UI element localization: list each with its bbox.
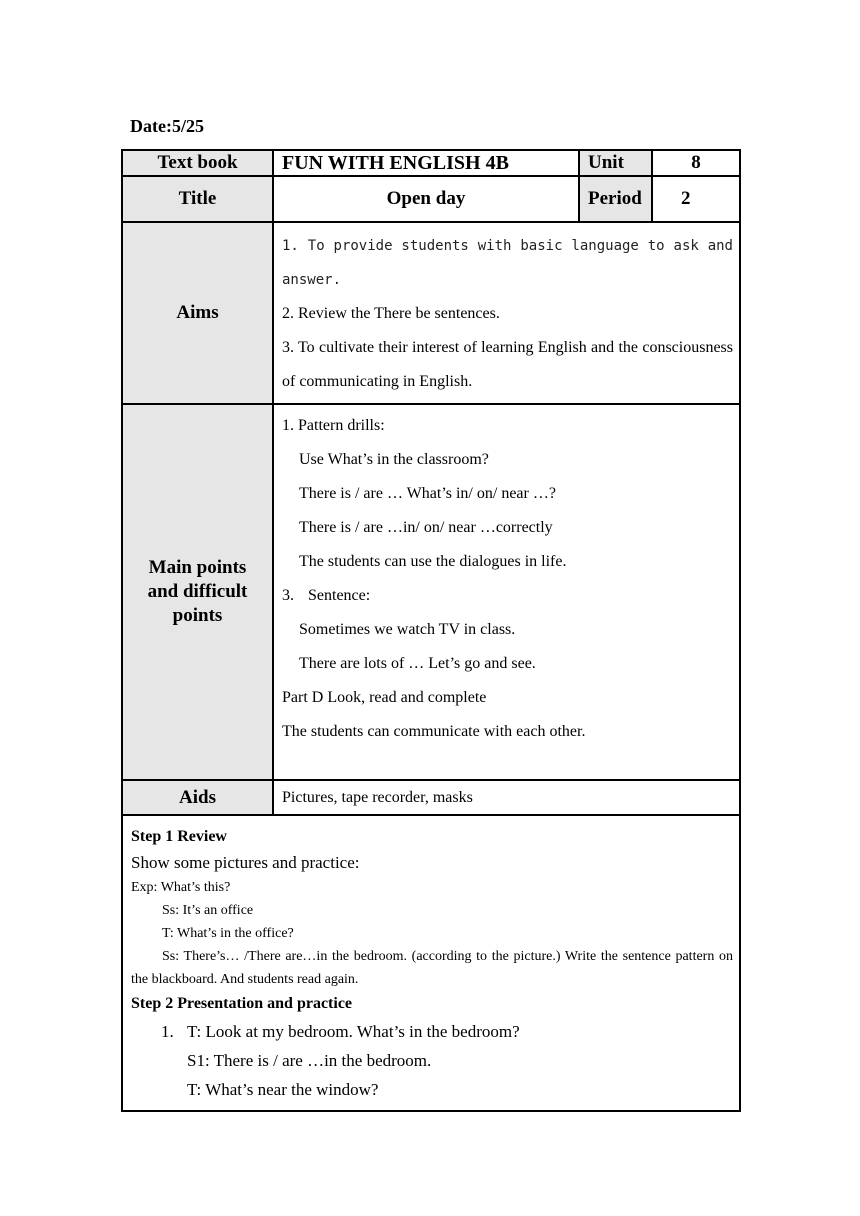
main-point-number: 3. [282, 587, 294, 604]
textbook-value: FUN WITH ENGLISH 4B [273, 150, 579, 176]
aids-value: Pictures, tape recorder, masks [273, 780, 740, 815]
step2-item-text: T: Look at my bedroom. What’s in the bedroom? [187, 1022, 520, 1041]
main-point-line: Part D Look, read and complete [282, 689, 487, 706]
main-point-line: Sometimes we watch TV in class. [299, 621, 516, 638]
unit-value: 8 [652, 150, 740, 176]
main-points-row [122, 404, 740, 780]
step1-title: Step 1 Review [131, 828, 227, 845]
aim-item: 1. To provide students with basic language to ask and answer. [282, 238, 733, 288]
dialogue-line: T: What’s in the office? [162, 926, 294, 941]
main-points-content [273, 404, 740, 780]
main-points-label-line: points [172, 605, 223, 626]
date-label: Date:5/25 [130, 116, 204, 136]
main-points-label-line: Main points [148, 557, 247, 578]
dialogue-line: Ss: It’s an office [162, 903, 254, 918]
main-point-line [282, 579, 733, 613]
title-row [122, 176, 740, 222]
main-point-line: 1. Pattern drills: [282, 417, 385, 434]
step1-intro: Show some pictures and practice: [131, 853, 360, 872]
main-point-line: There is / are … What’s in/ on/ near …? [299, 485, 556, 502]
main-point-text: Sentence: [308, 587, 371, 604]
step2-title: Step 2 Presentation and practice [131, 995, 353, 1012]
aids-label: Aids [122, 780, 273, 815]
main-point-line: The students can communicate with each other. [282, 723, 586, 740]
textbook-row [122, 150, 740, 176]
aims-row [122, 222, 740, 404]
period-label: Period [579, 176, 652, 222]
main-point-line: Use What’s in the classroom? [299, 451, 489, 468]
main-point-line: The students can use the dialogues in life. [299, 553, 567, 570]
title-value: Open day [273, 176, 579, 222]
aids-row [122, 780, 740, 815]
aims-content [273, 222, 740, 404]
step2-item-number: 1. [161, 1022, 174, 1041]
main-point-line: There are lots of … Let’s go and see. [299, 655, 536, 672]
main-points-label [122, 404, 273, 780]
unit-label: Unit [579, 150, 652, 176]
title-label: Title [122, 176, 273, 222]
textbook-label: Text book [122, 150, 273, 176]
exp-line: Exp: What’s this? [131, 880, 231, 895]
aim-item: 2. Review the There be sentences. [282, 305, 500, 322]
steps-row [122, 815, 740, 1111]
period-value: 2 [652, 176, 740, 222]
main-point-line: There is / are …in/ on/ near …correctly [299, 519, 553, 536]
step2-item-line: S1: There is / are …in the bedroom. [187, 1051, 432, 1070]
aim-item: 3. To cultivate their interest of learning English and the consciousness of communicating in English. [282, 339, 733, 390]
step2-item-line: T: What’s near the window? [187, 1080, 379, 1099]
aims-label: Aims [122, 222, 273, 404]
dialogue-line: Ss: There’s… /There are…in the bedroom. (according to the picture.) Write the sentence pattern on the blackboard. And students read again. [131, 949, 733, 987]
lesson-plan-table [121, 149, 741, 1112]
step2-item [131, 1017, 733, 1046]
main-points-label-line: and difficult [147, 581, 248, 602]
steps-content [122, 815, 740, 1111]
